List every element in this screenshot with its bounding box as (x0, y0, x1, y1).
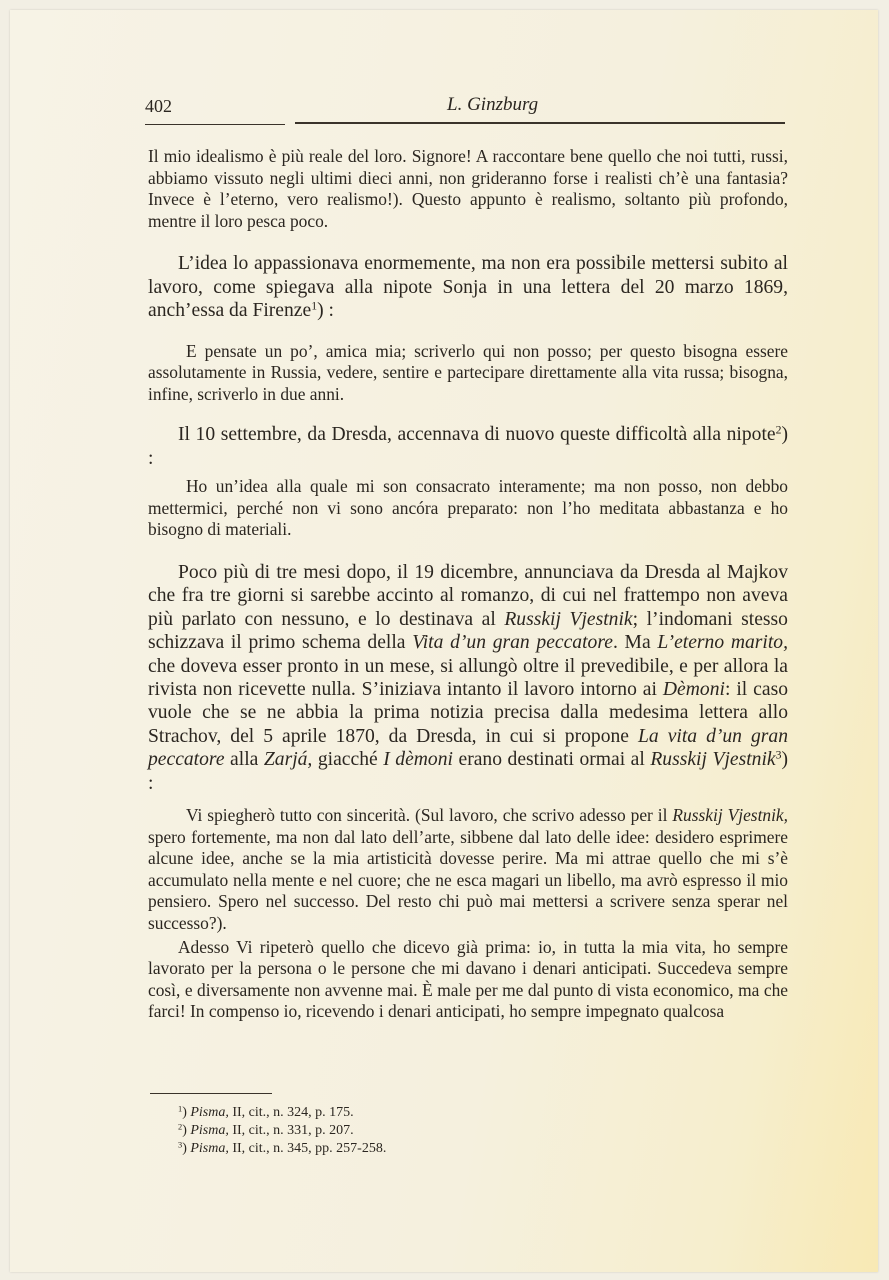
header-rule-right (295, 122, 785, 124)
quote-sonja: E pensate un po’, amica mia; scriverlo qui non posso; per questo bisogna essere assolutamente in Russia, vedere, sentire e partecipare direttamente alla vita russa; bisogna, infine, scriverlo in due anni. (148, 340, 788, 404)
quote-continuation: Il mio idealismo è più reale del loro. Signore! A raccontare bene quello che noi tutti, russi, abbiamo vissuto negli ultimi dieci anni, non grideranno forse i realisti ch’è una fantasia? Invece è l’eterno, vero realismo!). Questo appunto è realismo, soltanto più profondo, mentre il loro pesca poco. (148, 146, 788, 231)
quote-nipote: Ho un’idea alla quale mi son consacrato interamente; ma non posso, non debbo mettermici, perché non vi sono ancóra preparato: non l’ho meditata abbastanza e ho bisogno di materiali. (148, 476, 788, 540)
footnote-ref-1: 1 (311, 299, 318, 313)
footnote-3: $^3$) Pisma, II, cit., n. 345, pp. 257-258. (178, 1140, 387, 1156)
page-header (145, 96, 785, 118)
page-number: 402 (145, 96, 172, 116)
footnote-ref-3: 3 (775, 748, 782, 762)
footnote-ref-2: 2 (775, 423, 782, 437)
footnote-2: $^2$) Pisma, II, cit., n. 331, p. 207. (178, 1122, 354, 1138)
running-head: L. Ginzburg (447, 94, 539, 115)
quote-strachov: Vi spiegherò tutto con sincerità. (Sul lavoro, che scrivo adesso per il Russkij Vjestnik, spero fortemente, ma non dal lato dell’arte, sibbene dal lato delle idee: desidero esprimere alcune idee, anche se la mia artisticità dovesse perire. Ma mi attrae quello che mi s’è accumulato nella mente e nel cuore; che ne esca magari un libello, ma avrò espresso il mio pensiero. Spero nel successo. Del resto chi può mai mettersi a scrivere senza sperar nel successo?). (148, 805, 788, 933)
body-text (148, 146, 788, 1023)
quote-strachov-continued: Adesso Vi ripeterò quello che dicevo già prima: io, in tutta la mia vita, ho sempre lavorato per la persona o le persone che mi davano i denari anticipati. Succedeva sempre così, e diversamente non avvenne mai. È male per me dal punto di vista economico, ma che farci! In compenso io, ricevendo i denari anticipati, ho sempre impegnato qualcosa (148, 936, 788, 1022)
paragraph-dresda: Il 10 settembre, da Dresda, accennava di nuovo queste difficoltà alla nipote$^2$) : (148, 423, 788, 469)
footnote-rule (150, 1093, 272, 1094)
paragraph-idea: L’idea lo appassionava enormemente, ma non era possibile mettersi subito al lavoro, come spiegava alla nipote Sonja in una lettera del 20 marzo 1869, anch’essa da Firenze$^1$) : (148, 253, 788, 322)
header-rule-left (145, 124, 285, 125)
footnote-1: $^1$) Pisma, II, cit., n. 324, p. 175. (178, 1104, 354, 1120)
footnotes (178, 1104, 578, 1158)
paragraph-majkov: Poco più di tre mesi dopo, il 19 dicembre, annunciava da Dresda al Majkov che fra tre giorni si sarebbe accinto al romanzo, di cui nel frattempo non aveva più parlato con nessuno, e lo destinava al Russkij Vjestnik; l’indomani stesso schizzava il primo schema della Vita d’un gran peccatore. Ma L’eterno marito, che doveva esser pronto in un mese, si allungò oltre il prevedibile, e per allora la rivista non ricevette nulla. S’iniziava intanto il lavoro intorno ai Dèmoni: il caso vuole che se ne abbia la prima notizia precisa dalla medesima lettera allo Strachov, del 5 aprile 1870, da Dresda, in cui si propone La vita d’un gran peccatore alla Zarjá, giacché I dèmoni erano destinati ormai al Russkij Vjestnik$^3$) : (148, 561, 788, 794)
